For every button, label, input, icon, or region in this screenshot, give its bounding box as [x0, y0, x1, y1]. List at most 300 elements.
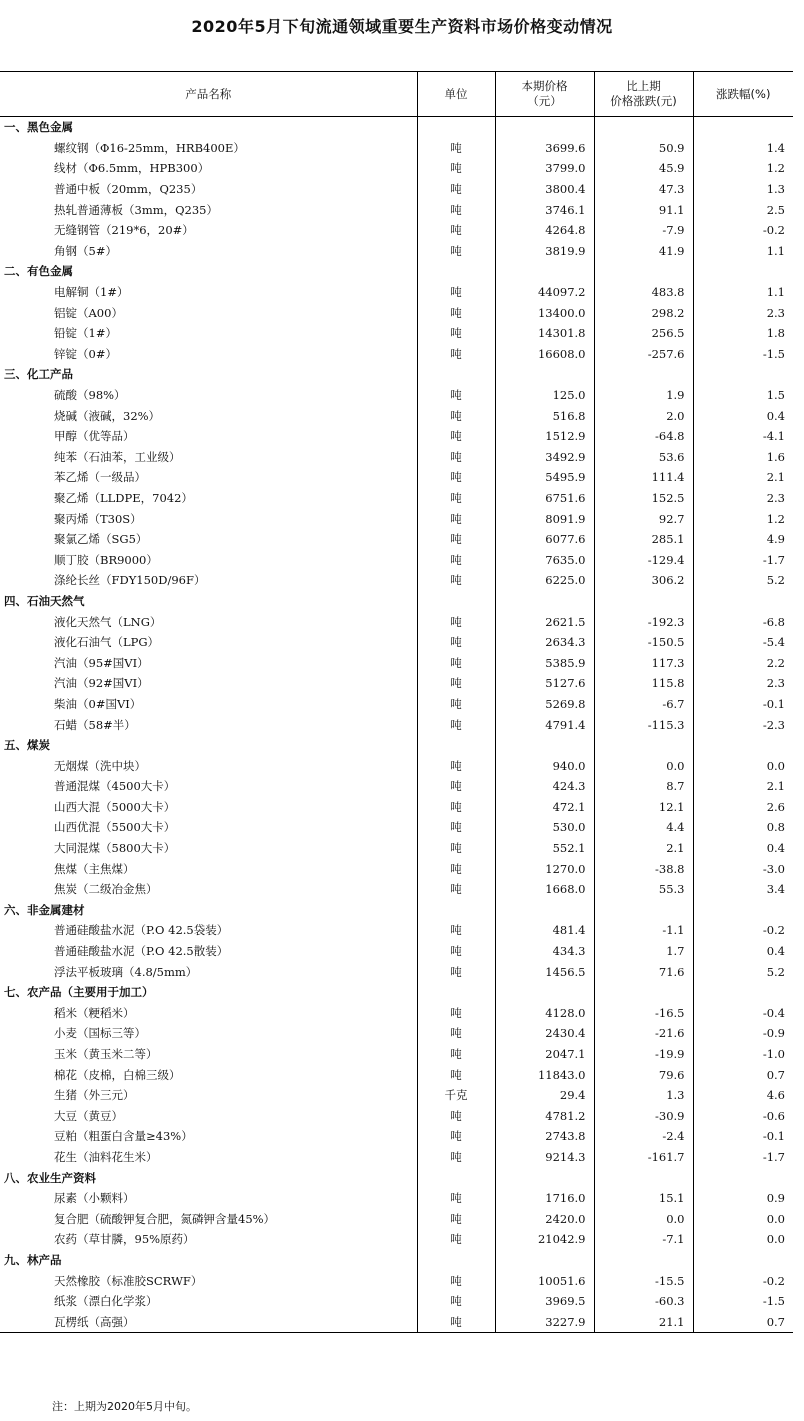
change-cell: 12.1: [594, 797, 693, 818]
category-row: [0, 117, 793, 138]
unit-cell: 吨: [417, 529, 495, 550]
product-name: 无烟煤（洗中块）: [54, 758, 146, 773]
unit-cell: 吨: [417, 282, 495, 303]
change-cell: 91.1: [594, 199, 693, 220]
price-cell: 1456.5: [495, 961, 594, 982]
change-cell: [594, 900, 693, 921]
price-cell: 1668.0: [495, 879, 594, 900]
unit-cell: [417, 1167, 495, 1188]
unit-cell: 吨: [417, 405, 495, 426]
table-row: [0, 694, 793, 715]
category-row: [0, 735, 793, 756]
change-cell: -64.8: [594, 426, 693, 447]
table-row: [0, 241, 793, 262]
product-name: 顺丁胶（BR9000）: [54, 552, 158, 567]
unit-cell: 吨: [417, 323, 495, 344]
table-row: [0, 879, 793, 900]
percent-cell: 2.6: [693, 797, 793, 818]
price-cell: 9214.3: [495, 1147, 594, 1168]
table-row: [0, 1188, 793, 1209]
price-table: [0, 72, 793, 1332]
product-name: 线材（Φ6.5mm，HPB300）: [54, 161, 210, 176]
change-cell: 285.1: [594, 529, 693, 550]
price-cell: 940.0: [495, 755, 594, 776]
product-name: 花生（油料花生米）: [54, 1149, 158, 1164]
price-cell: 4791.4: [495, 714, 594, 735]
category-name: 二、有色金属: [4, 264, 73, 279]
percent-cell: 0.7: [693, 1064, 793, 1085]
percent-cell: 1.6: [693, 447, 793, 468]
table-row: [0, 1208, 793, 1229]
change-cell: 483.8: [594, 282, 693, 303]
product-name: 柴油（0#国VI）: [54, 696, 142, 711]
product-name: 玉米（黄玉米二等）: [54, 1047, 158, 1062]
price-cell: [495, 1250, 594, 1271]
percent-cell: 1.5: [693, 385, 793, 406]
unit-cell: [417, 900, 495, 921]
price-cell: 6077.6: [495, 529, 594, 550]
product-name: 豆粕（粗蛋白含量≥43%）: [54, 1129, 193, 1144]
product-name: 纸浆（漂白化学浆）: [54, 1294, 158, 1309]
change-cell: 0.0: [594, 755, 693, 776]
product-name: 稻米（粳稻米）: [54, 1005, 135, 1020]
percent-cell: -1.7: [693, 549, 793, 570]
price-cell: 125.0: [495, 385, 594, 406]
percent-cell: 2.3: [693, 673, 793, 694]
percent-cell: -3.0: [693, 858, 793, 879]
product-name: 纯苯（石油苯，工业级）: [54, 449, 181, 464]
unit-cell: [417, 261, 495, 282]
change-cell: -150.5: [594, 632, 693, 653]
percent-cell: -0.4: [693, 1003, 793, 1024]
unit-cell: 吨: [417, 302, 495, 323]
table-row: [0, 1126, 793, 1147]
percent-cell: 2.3: [693, 302, 793, 323]
unit-cell: 吨: [417, 879, 495, 900]
product-name: 角钢（5#）: [54, 243, 117, 258]
change-cell: -2.4: [594, 1126, 693, 1147]
unit-cell: 吨: [417, 1229, 495, 1250]
price-cell: 472.1: [495, 797, 594, 818]
price-cell: 3799.0: [495, 158, 594, 179]
category-name: 五、煤炭: [4, 738, 50, 753]
percent-cell: 0.4: [693, 838, 793, 859]
price-cell: 29.4: [495, 1085, 594, 1106]
change-cell: [594, 982, 693, 1003]
price-cell: 516.8: [495, 405, 594, 426]
unit-cell: 吨: [417, 1126, 495, 1147]
price-cell: 3492.9: [495, 447, 594, 468]
change-cell: [594, 735, 693, 756]
change-cell: -30.9: [594, 1106, 693, 1127]
change-cell: 47.3: [594, 179, 693, 200]
change-cell: 152.5: [594, 488, 693, 509]
unit-cell: 吨: [417, 755, 495, 776]
table-row: [0, 838, 793, 859]
change-cell: -161.7: [594, 1147, 693, 1168]
price-cell: 16608.0: [495, 344, 594, 365]
change-cell: 111.4: [594, 467, 693, 488]
price-cell: 434.3: [495, 941, 594, 962]
unit-cell: 吨: [417, 447, 495, 468]
table-row: [0, 570, 793, 591]
price-cell: 2047.1: [495, 1044, 594, 1065]
unit-cell: 吨: [417, 549, 495, 570]
product-name: 山西优混（5500大卡）: [54, 820, 176, 835]
unit-cell: 吨: [417, 1291, 495, 1312]
price-cell: [495, 1167, 594, 1188]
percent-cell: 0.0: [693, 1229, 793, 1250]
table-row: [0, 1311, 793, 1332]
header-product-name: 产品名称: [0, 72, 417, 117]
price-cell: 1512.9: [495, 426, 594, 447]
percent-cell: 5.2: [693, 961, 793, 982]
table-row: [0, 529, 793, 550]
percent-cell: -1.5: [693, 344, 793, 365]
unit-cell: 吨: [417, 241, 495, 262]
percent-cell: -0.9: [693, 1023, 793, 1044]
category-row: [0, 1250, 793, 1271]
percent-cell: 1.1: [693, 282, 793, 303]
table-row: [0, 447, 793, 468]
unit-cell: 吨: [417, 1208, 495, 1229]
percent-cell: 1.8: [693, 323, 793, 344]
table-row: [0, 1106, 793, 1127]
category-row: [0, 261, 793, 282]
percent-cell: 4.6: [693, 1085, 793, 1106]
category-name: 九、林产品: [4, 1252, 62, 1267]
unit-cell: 吨: [417, 920, 495, 941]
category-name: 一、黑色金属: [4, 120, 73, 135]
percent-cell: [693, 364, 793, 385]
table-row: [0, 1064, 793, 1085]
percent-cell: 3.4: [693, 879, 793, 900]
category-row: [0, 982, 793, 1003]
unit-cell: 吨: [417, 961, 495, 982]
percent-cell: [693, 261, 793, 282]
product-name: 甲醇（优等品）: [54, 429, 135, 444]
table-row: [0, 344, 793, 365]
page-title: 2020年5月下旬流通领域重要生产资料市场价格变动情况: [191, 17, 613, 36]
table-row: [0, 508, 793, 529]
product-name: 电解铜（1#）: [54, 285, 129, 300]
product-name: 聚乙烯（LLDPE，7042）: [54, 490, 193, 505]
product-name: 涤纶长丝（FDY150D/96F）: [54, 573, 206, 588]
percent-cell: -0.2: [693, 920, 793, 941]
percent-cell: -1.5: [693, 1291, 793, 1312]
percent-cell: 0.0: [693, 755, 793, 776]
price-cell: 3819.9: [495, 241, 594, 262]
product-name: 硫酸（98%）: [54, 388, 126, 403]
price-cell: 3969.5: [495, 1291, 594, 1312]
unit-cell: 吨: [417, 776, 495, 797]
product-name: 无缝钢管（219*6，20#）: [54, 223, 194, 238]
percent-cell: [693, 982, 793, 1003]
category-row: [0, 1167, 793, 1188]
change-cell: -1.1: [594, 920, 693, 941]
percent-cell: 1.1: [693, 241, 793, 262]
header-unit: 单位: [417, 72, 495, 117]
price-cell: 5385.9: [495, 652, 594, 673]
header-change-percent: 涨跌幅(%): [693, 72, 793, 117]
price-cell: 2634.3: [495, 632, 594, 653]
change-cell: -257.6: [594, 344, 693, 365]
price-cell: 4781.2: [495, 1106, 594, 1127]
product-name: 液化天然气（LNG）: [54, 614, 162, 629]
unit-cell: [417, 591, 495, 612]
unit-cell: 吨: [417, 611, 495, 632]
change-cell: -21.6: [594, 1023, 693, 1044]
unit-cell: 吨: [417, 838, 495, 859]
percent-cell: -2.3: [693, 714, 793, 735]
percent-cell: 4.9: [693, 529, 793, 550]
category-row: [0, 364, 793, 385]
change-cell: -129.4: [594, 549, 693, 570]
table-row: [0, 199, 793, 220]
unit-cell: 吨: [417, 694, 495, 715]
percent-cell: 0.8: [693, 817, 793, 838]
table-row: [0, 797, 793, 818]
table-row: [0, 1044, 793, 1065]
product-name: 液化石油气（LPG）: [54, 635, 160, 650]
table-row: [0, 1023, 793, 1044]
product-name: 小麦（国标三等）: [54, 1026, 146, 1041]
table-row: [0, 1003, 793, 1024]
product-name: 聚氯乙烯（SG5）: [54, 532, 148, 547]
price-cell: 5495.9: [495, 467, 594, 488]
table-row: [0, 776, 793, 797]
table-row: [0, 302, 793, 323]
change-cell: 8.7: [594, 776, 693, 797]
percent-cell: -1.7: [693, 1147, 793, 1168]
percent-cell: 2.5: [693, 199, 793, 220]
unit-cell: 吨: [417, 426, 495, 447]
change-cell: [594, 591, 693, 612]
unit-cell: 吨: [417, 158, 495, 179]
product-name: 普通混煤（4500大卡）: [54, 779, 176, 794]
product-name: 焦炭（二级冶金焦）: [54, 882, 158, 897]
table-row: [0, 467, 793, 488]
price-cell: [495, 735, 594, 756]
price-cell: 21042.9: [495, 1229, 594, 1250]
table-row: [0, 652, 793, 673]
table-row: [0, 179, 793, 200]
table-row: [0, 323, 793, 344]
percent-cell: -0.1: [693, 1126, 793, 1147]
percent-cell: -4.1: [693, 426, 793, 447]
product-name: 锌锭（0#）: [54, 346, 117, 361]
change-cell: 53.6: [594, 447, 693, 468]
table-row: [0, 1270, 793, 1291]
unit-cell: 吨: [417, 673, 495, 694]
table-row: [0, 1147, 793, 1168]
table-row: [0, 385, 793, 406]
product-name: 尿素（小颗料）: [54, 1191, 135, 1206]
unit-cell: 千克: [417, 1085, 495, 1106]
product-name: 农药（草甘膦，95%原药）: [54, 1232, 195, 1247]
table-row: [0, 858, 793, 879]
change-cell: -115.3: [594, 714, 693, 735]
change-cell: 1.7: [594, 941, 693, 962]
table-row: [0, 920, 793, 941]
unit-cell: 吨: [417, 797, 495, 818]
unit-cell: 吨: [417, 570, 495, 591]
unit-cell: [417, 364, 495, 385]
change-cell: 92.7: [594, 508, 693, 529]
unit-cell: 吨: [417, 632, 495, 653]
table-row: [0, 611, 793, 632]
unit-cell: 吨: [417, 344, 495, 365]
change-cell: 117.3: [594, 652, 693, 673]
product-name: 棉花（皮棉，白棉三级）: [54, 1067, 181, 1082]
table-row: [0, 138, 793, 159]
change-cell: 15.1: [594, 1188, 693, 1209]
category-name: 八、农业生产资料: [4, 1170, 96, 1185]
unit-cell: 吨: [417, 220, 495, 241]
percent-cell: -5.4: [693, 632, 793, 653]
unit-cell: 吨: [417, 385, 495, 406]
change-cell: -7.9: [594, 220, 693, 241]
price-cell: 2621.5: [495, 611, 594, 632]
category-name: 三、化工产品: [4, 367, 73, 382]
table-row: [0, 426, 793, 447]
percent-cell: 1.2: [693, 158, 793, 179]
price-cell: 1716.0: [495, 1188, 594, 1209]
change-cell: 79.6: [594, 1064, 693, 1085]
unit-cell: 吨: [417, 1044, 495, 1065]
price-cell: 14301.8: [495, 323, 594, 344]
percent-cell: [693, 591, 793, 612]
product-name: 汽油（95#国VI）: [54, 655, 149, 670]
table-body: [0, 117, 793, 1333]
footnote: 注：上期为2020年5月中旬。: [52, 1400, 197, 1413]
change-cell: 256.5: [594, 323, 693, 344]
unit-cell: 吨: [417, 1023, 495, 1044]
price-cell: 2430.4: [495, 1023, 594, 1044]
change-cell: [594, 261, 693, 282]
product-name: 焦煤（主焦煤）: [54, 861, 135, 876]
change-cell: 41.9: [594, 241, 693, 262]
table-row: [0, 220, 793, 241]
product-name: 苯乙烯（一级品）: [54, 470, 146, 485]
product-name: 瓦楞纸（高强）: [54, 1314, 135, 1329]
percent-cell: 0.7: [693, 1311, 793, 1332]
change-cell: 1.3: [594, 1085, 693, 1106]
header-price-change: 比上期 价格涨跌(元): [594, 72, 693, 117]
unit-cell: 吨: [417, 488, 495, 509]
header-current-price: 本期价格 （元）: [495, 72, 594, 117]
table-row: [0, 673, 793, 694]
price-cell: 5127.6: [495, 673, 594, 694]
product-name: 浮法平板玻璃（4.8/5mm）: [54, 964, 198, 979]
price-cell: [495, 591, 594, 612]
change-cell: 0.0: [594, 1208, 693, 1229]
change-cell: 2.1: [594, 838, 693, 859]
price-cell: 3800.4: [495, 179, 594, 200]
price-cell: 10051.6: [495, 1270, 594, 1291]
price-cell: 4264.8: [495, 220, 594, 241]
percent-cell: 2.3: [693, 488, 793, 509]
price-cell: 2420.0: [495, 1208, 594, 1229]
unit-cell: [417, 735, 495, 756]
percent-cell: 1.3: [693, 179, 793, 200]
change-cell: 298.2: [594, 302, 693, 323]
unit-cell: 吨: [417, 1270, 495, 1291]
product-name: 石蜡（58#半）: [54, 717, 136, 732]
percent-cell: 0.9: [693, 1188, 793, 1209]
change-cell: -60.3: [594, 1291, 693, 1312]
product-name: 普通硅酸盐水泥（P.O 42.5散装）: [54, 944, 229, 959]
unit-cell: [417, 117, 495, 138]
unit-cell: 吨: [417, 714, 495, 735]
percent-cell: 5.2: [693, 570, 793, 591]
change-cell: -16.5: [594, 1003, 693, 1024]
category-name: 七、农产品（主要用于加工）: [4, 985, 154, 1000]
table-row: [0, 1229, 793, 1250]
price-cell: 7635.0: [495, 549, 594, 570]
unit-cell: 吨: [417, 467, 495, 488]
change-cell: -7.1: [594, 1229, 693, 1250]
category-name: 四、石油天然气: [4, 593, 85, 608]
price-cell: 3227.9: [495, 1311, 594, 1332]
change-cell: 55.3: [594, 879, 693, 900]
percent-cell: -0.2: [693, 1270, 793, 1291]
percent-cell: [693, 735, 793, 756]
change-cell: 2.0: [594, 405, 693, 426]
category-row: [0, 591, 793, 612]
table-row: [0, 941, 793, 962]
product-name: 热轧普通薄板（3mm，Q235）: [54, 202, 219, 217]
table-row: [0, 405, 793, 426]
price-cell: 4128.0: [495, 1003, 594, 1024]
unit-cell: 吨: [417, 858, 495, 879]
change-cell: 115.8: [594, 673, 693, 694]
table-row: [0, 488, 793, 509]
price-cell: [495, 261, 594, 282]
change-cell: 71.6: [594, 961, 693, 982]
change-cell: 50.9: [594, 138, 693, 159]
price-cell: [495, 117, 594, 138]
change-cell: [594, 117, 693, 138]
change-cell: -38.8: [594, 858, 693, 879]
percent-cell: -0.1: [693, 694, 793, 715]
change-cell: 1.9: [594, 385, 693, 406]
unit-cell: 吨: [417, 199, 495, 220]
table-row: [0, 1291, 793, 1312]
price-cell: 11843.0: [495, 1064, 594, 1085]
product-name: 铅锭（1#）: [54, 326, 117, 341]
price-cell: 552.1: [495, 838, 594, 859]
change-cell: -192.3: [594, 611, 693, 632]
product-name: 复合肥（硫酸钾复合肥，氮磷钾含量45%）: [54, 1211, 276, 1226]
product-name: 生猪（外三元）: [54, 1088, 135, 1103]
table-row: [0, 961, 793, 982]
price-cell: [495, 982, 594, 1003]
price-cell: 6751.6: [495, 488, 594, 509]
unit-cell: 吨: [417, 941, 495, 962]
price-cell: [495, 364, 594, 385]
product-name: 普通硅酸盐水泥（P.O 42.5袋装）: [54, 923, 229, 938]
product-name: 铝锭（A00）: [54, 305, 123, 320]
unit-cell: 吨: [417, 179, 495, 200]
table-row: [0, 755, 793, 776]
price-cell: 6225.0: [495, 570, 594, 591]
price-cell: [495, 900, 594, 921]
product-name: 烧碱（液碱，32%）: [54, 408, 161, 423]
unit-cell: 吨: [417, 817, 495, 838]
price-cell: 530.0: [495, 817, 594, 838]
unit-cell: 吨: [417, 1311, 495, 1332]
